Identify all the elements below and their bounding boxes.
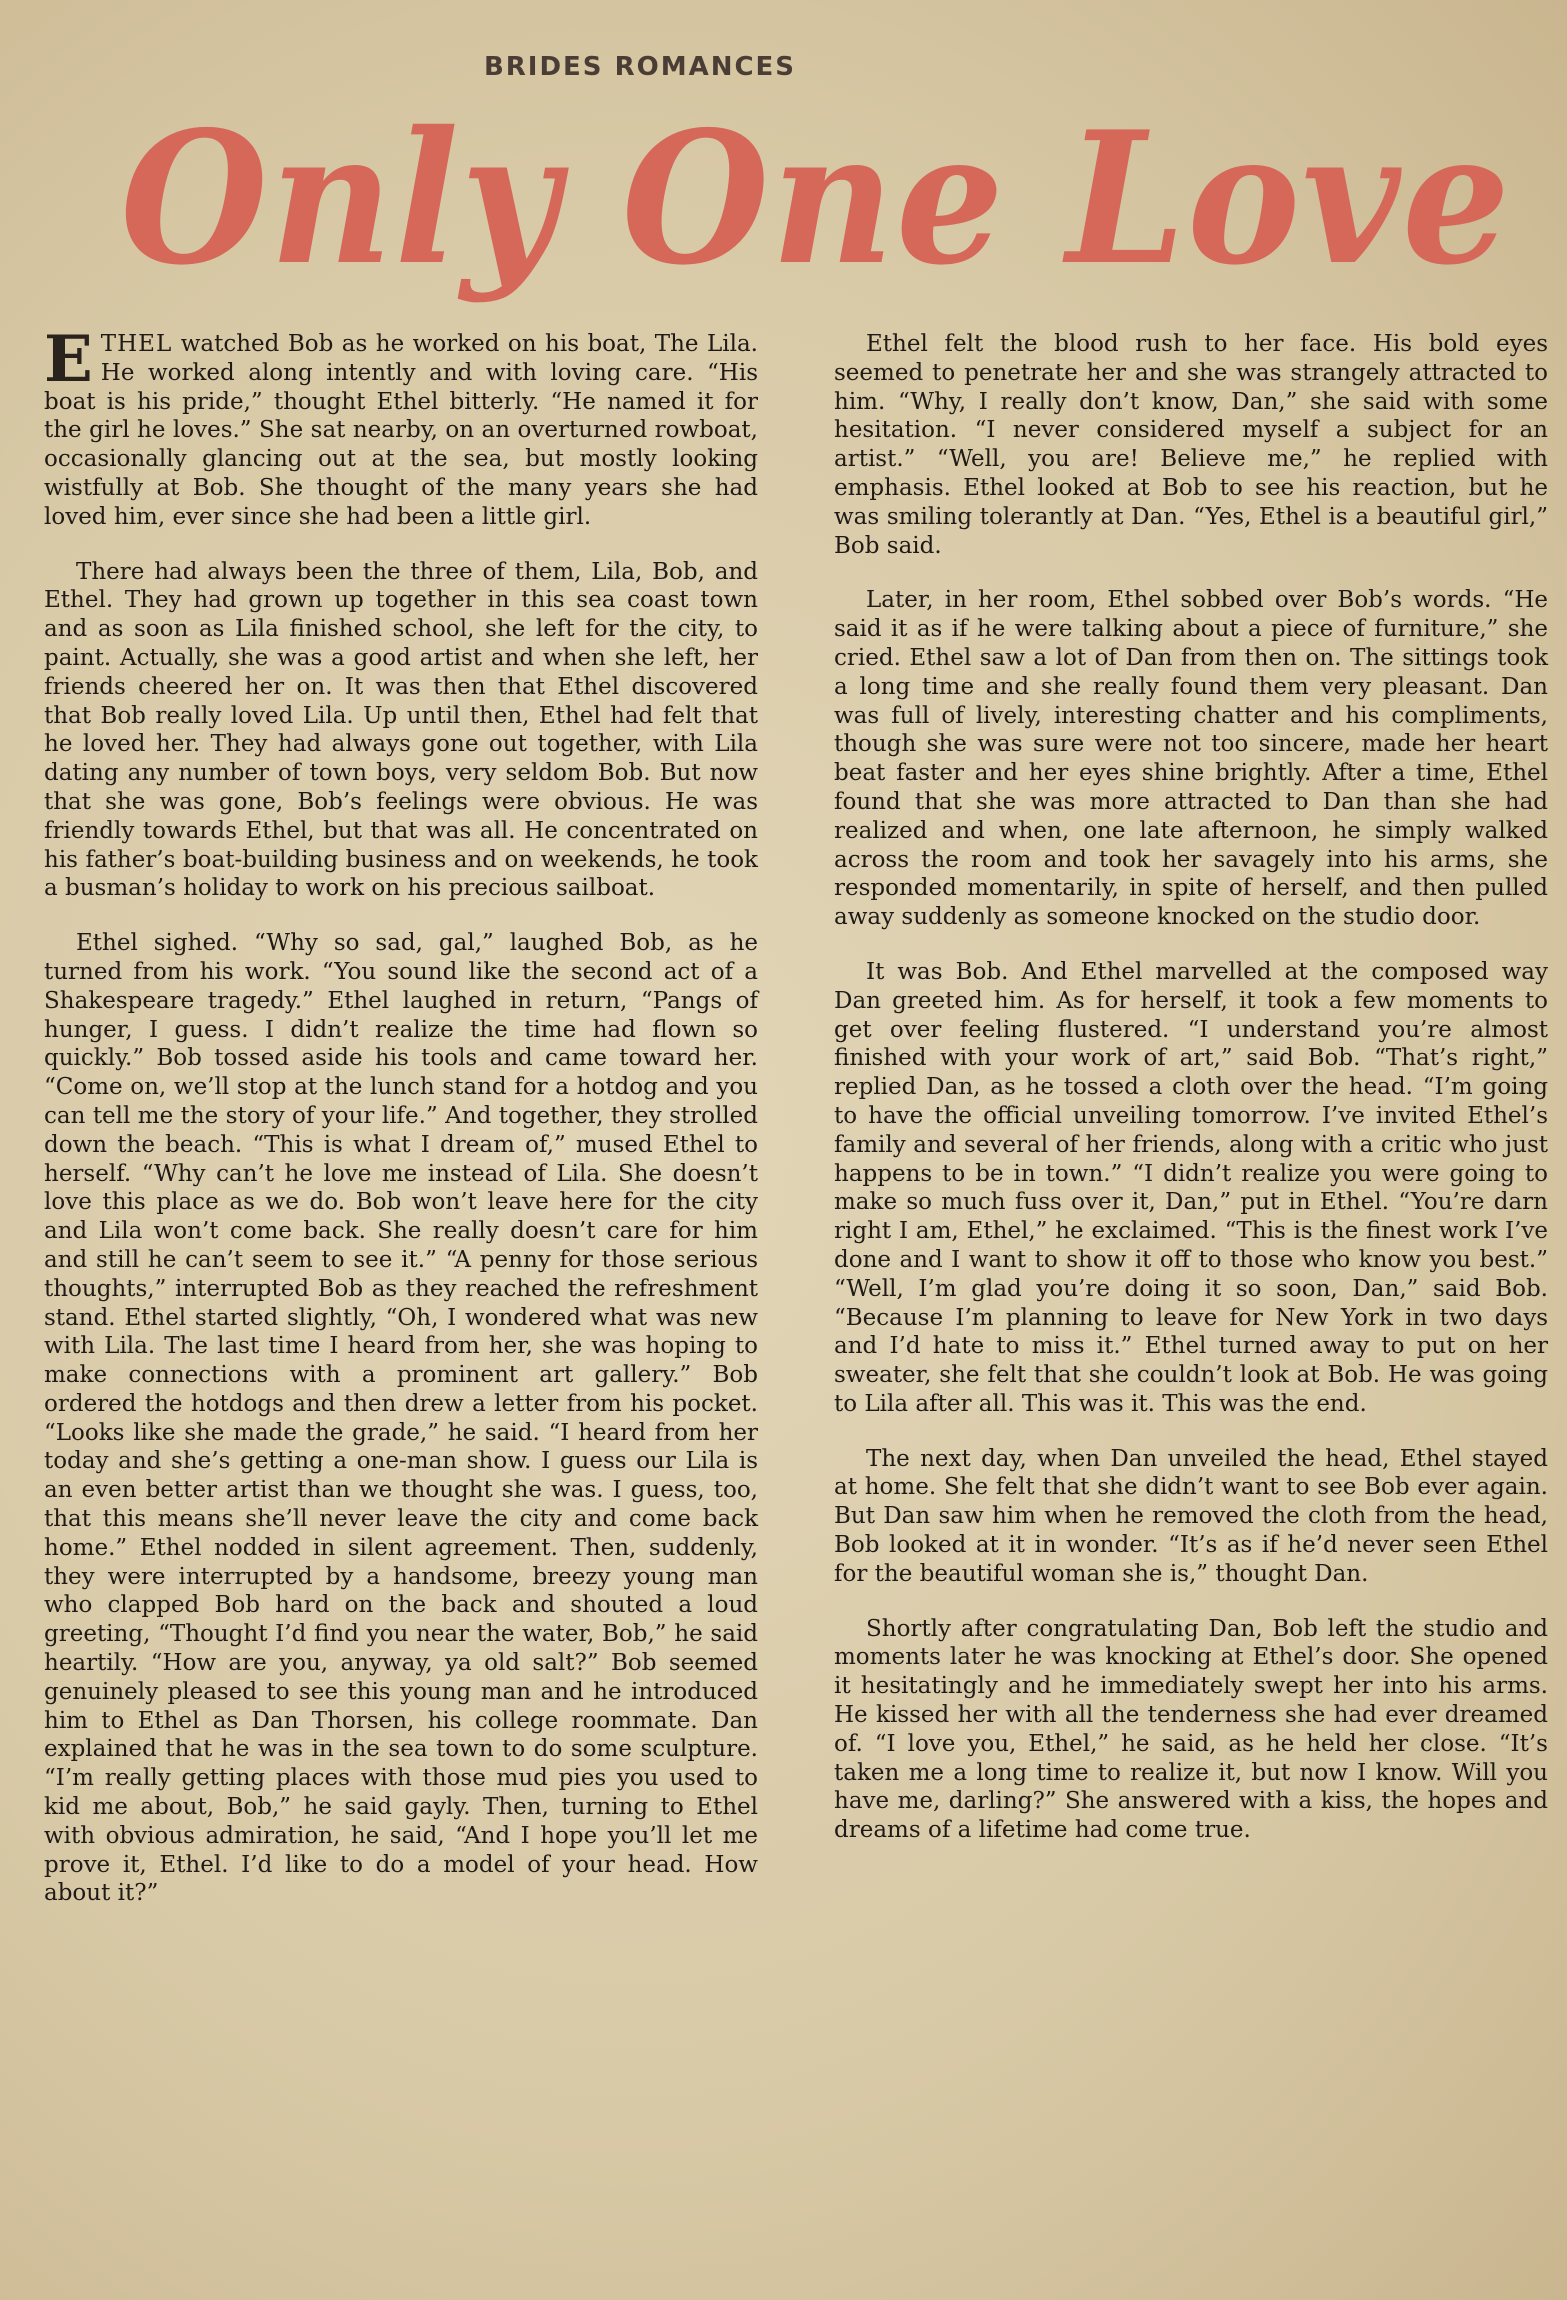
paragraph: Ethel felt the blood rush to her face. His bold eyes seemed to penetrate her and she was strangely attracted to him. “Why, I really don’t know, Dan,” she said with some hesitation. “I never considered myself a subject for an artist.” “Well, you are! Believe me,” he replied with emphasis. Ethel looked at Bob to see his reaction, but he was smiling tolerantly at Dan. “Yes, Ethel is a beautiful girl,” Bob said.: [834, 331, 1548, 559]
drop-cap: E: [44, 322, 93, 397]
paragraph: Ethel sighed. “Why so sad, gal,” laughed Bob, as he turned from his work. “You sound like the second act of a Shakespeare tragedy.” Ethel laughed in return, “Pangs of hunger, I guess. I didn’t realize the time had flown so quickly.” Bob tossed aside his tools and came toward her. “Come on, we’ll stop at the lunch stand for a hotdog and you can tell me the story of your life.” And together, they strolled down the beach. “This is what I dream of,” mused Ethel to herself. “Why can’t he love me instead of Lila. She doesn’t love this place as we do. Bob won’t leave here for the city and Lila won’t come back. She really doesn’t care for him and still he can’t seem to see it.” “A penny for those serious thoughts,” interrupted Bob as they reached the refreshment stand. Ethel started slightly, “Oh, I wondered what was new with Lila. The last time I heard from her, she was hoping to make connections with a prominent art gallery.” Bob ordered the hotdogs and then drew a letter from his pocket. “Looks like she made the grade,” he said. “I heard from her today and she’s getting a one-man show. I guess our Lila is an even better artist than we thought she was. I guess, too, that this means she’ll never leave the city and come back home.” Ethel nodded in silent agreement. Then, suddenly, they were interrupted by a handsome, breezy young man who clapped Bob hard on the back and shouted a loud greeting, “Thought I’d find you near the water, Bob,” he said heartily. “How are you, anyway, ya old salt?” Bob seemed genuinely pleased to see this young man and he introduced him to Ethel as Dan Thorsen, his college roommate. Dan explained that he was in the sea town to do some sculpture. “I’m really getting places with those mud pies you used to kid me about, Bob,” he said gayly. Then, turning to Ethel with obvious admiration, he said, “And I hope you’ll let me prove it, Ethel. I’d like to do a model of your head. How about it?”: [44, 930, 758, 1907]
publication-header: BRIDES ROMANCES: [483, 52, 797, 82]
story-title: Only One Love: [120, 91, 1512, 305]
paragraph: There had always been the three of them, Lila, Bob, and Ethel. They had grown up together in this sea coast town and as soon as Lila finished school, she left for the city, to paint. Actually, she was a good artist and when she left, her friends cheered her on. It was then that Ethel discovered that Bob really loved Lila. Up until then, Ethel had felt that he loved her. They had always gone out together, with Lila dating any number of town boys, very seldom Bob. But now that she was gone, Bob’s feelings were obvious. He was friendly towards Ethel, but that was all. He concentrated on his father’s boat-building business and on weekends, he took a busman’s holiday to work on his precious sailboat.: [44, 558, 758, 902]
paragraph: The next day, when Dan unveiled the head, Ethel stayed at home. She felt that she didn’t want to see Bob ever again. But Dan saw him when he removed the cloth from the head, Bob looked at it in wonder. “It’s as if he’d never seen Ethel for the beautiful woman she is,” thought Dan.: [834, 1445, 1548, 1587]
paragraph: [44, 322, 758, 532]
paragraph-text: watched Bob as he worked on his boat, The Lila. He worked along intently and with loving care. “His boat is his pride,” thought Ethel bitterly. “He named it for the girl he loves.” She sat nearby, on an overturned rowboat, occasionally glancing out at the sea, but mostly looking wistfully at Bob. She thought of the many years she had loved him, ever since she had been a little girl.: [44, 331, 758, 530]
lead-word: THEL: [100, 331, 173, 357]
right-column: [834, 330, 1548, 1871]
paragraph: Later, in her room, Ethel sobbed over Bob’s words. “He said it as if he were talking about a piece of furniture,” she cried. Ethel saw a lot of Dan from then on. The sittings took a long time and she really found them very pleasant. Dan was full of lively, interesting chatter and his compliments, though she was sure were not too sincere, made her heart beat faster and her eyes shine brightly. After a time, Ethel found that she was more attracted to Dan than she had realized and when, one late afternoon, he simply walked across the room and took her savagely into his arms, she responded momentarily, in spite of herself, and then pulled away suddenly as someone knocked on the studio door.: [834, 587, 1548, 931]
paragraph: Shortly after congratulating Dan, Bob left the studio and moments later he was knocking at Ethel’s door. She opened it hesitatingly and he immediately swept her into his arms. He kissed her with all the tenderness she had ever dreamed of. “I love you, Ethel,” he said, as he held her close. “It’s taken me a long time to realize it, but now I know. Will you have me, darling?” She answered with a kiss, the hopes and dreams of a lifetime had come true.: [834, 1615, 1548, 1844]
paragraph: It was Bob. And Ethel marvelled at the composed way Dan greeted him. As for herself, it took a few moments to get over feeling flustered. “I understand you’re almost finished with your work of art,” said Bob. “That’s right,” replied Dan, as he tossed a cloth over the head. “I’m going to have the official unveiling tomorrow. I’ve invited Ethel’s family and several of her friends, along with a critic who just happens to be in town.” “I didn’t realize you were going to make so much fuss over it, Dan,” put in Ethel. “You’re darn right I am, Ethel,” he exclaimed. “This is the finest work I’ve done and I want to show it off to those who know you best.” “Well, I’m glad you’re doing it so soon, Dan,” said Bob. “Because I’m planning to leave for New York in two days and I’d hate to miss it.” Ethel turned away to put on her sweater, she felt that she couldn’t look at Bob. He was going to Lila after all. This was it. This was the end.: [834, 958, 1548, 1417]
left-column: [44, 322, 758, 1934]
